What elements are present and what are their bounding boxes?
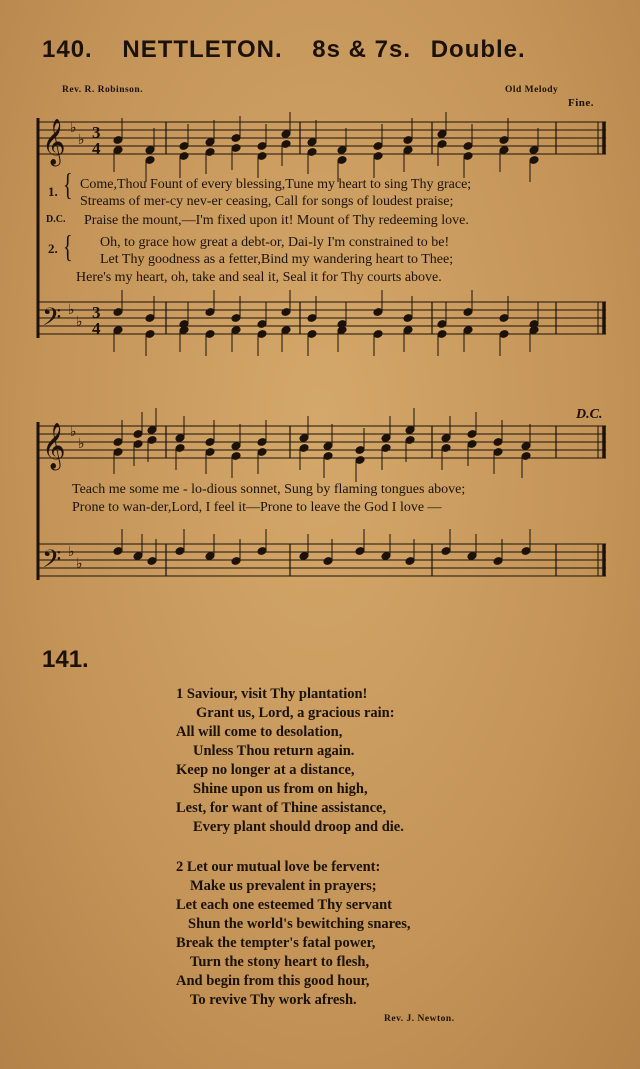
stanza-line: 1 Saviour, visit Thy plantation!: [176, 686, 368, 702]
flat-icon: ♭: [68, 544, 75, 560]
lyric-line: Praise the mount,—I'm fixed upon it! Mount of Thy redeeming love.: [84, 213, 469, 228]
verse-number-2: 2.: [48, 241, 58, 256]
brace-icon: {: [63, 230, 73, 266]
bass-clef-icon: 𝄢: [42, 545, 62, 580]
stanza-line: Grant us, Lord, a gracious rain:: [196, 705, 395, 721]
stanza-line: Let each one esteemed Thy servant: [176, 897, 392, 913]
verse-number-1: 1.: [48, 184, 58, 199]
stanza-line: Break the tempter's fatal power,: [176, 935, 376, 951]
flat-icon: ♭: [76, 556, 83, 572]
stanza-line: Lest, for want of Thine assistance,: [176, 800, 387, 816]
flat-icon: ♭: [70, 424, 77, 440]
time-sig-top: 3: [92, 123, 101, 142]
meter-type: Double.: [430, 36, 526, 63]
flat-icon: ♭: [76, 314, 83, 330]
meter: 8s & 7s.: [312, 36, 412, 63]
stanza-line: Unless Thou return again.: [193, 743, 355, 759]
stanza-line: To revive Thy work afresh.: [190, 992, 357, 1008]
flat-icon: ♭: [78, 436, 85, 452]
treble-clef-icon: 𝄞: [42, 119, 66, 165]
author-credit: Rev. J. Newton.: [384, 1014, 455, 1024]
time-sig-bottom: 4: [92, 139, 101, 158]
stanza-line: Every plant should droop and die.: [193, 819, 404, 835]
treble-clef-icon: 𝄞: [42, 423, 66, 469]
dc-mark: D.C.: [576, 407, 603, 422]
time-sig-bottom: 4: [92, 319, 101, 338]
flat-icon: ♭: [68, 302, 75, 318]
stanza-line: Make us prevalent in prayers;: [190, 878, 377, 894]
bass-staff-2: [38, 544, 606, 576]
stanza-line: And begin from this good hour,: [176, 973, 370, 989]
lyric-line: Teach me some me - lo-dious sonnet, Sung by flaming tongues above;: [72, 482, 466, 497]
flat-icon: ♭: [70, 120, 77, 136]
melody-credit: Old Melody: [505, 85, 559, 95]
lyric-line: Oh, to grace how great a debt-or, Dai-ly I'm constrained to be!: [100, 235, 450, 250]
treble-staff-1: [38, 122, 606, 154]
stanza-line: 2 Let our mutual love be fervent:: [176, 859, 381, 875]
stanza-line: Keep no longer at a distance,: [176, 762, 355, 778]
brace-icon: {: [63, 168, 73, 204]
lyric-line: Come,Thou Fount of every blessing,Tune my heart to sing Thy grace;: [80, 177, 472, 192]
hymn-number: 140.: [42, 36, 93, 63]
lyric-line: Let Thy goodness as a fetter,Bind my wandering heart to Thee;: [100, 252, 454, 267]
lyric-line: Here's my heart, oh, take and seal it, Seal it for Thy courts above.: [76, 270, 442, 285]
dc-label: D.C.: [46, 214, 66, 225]
treble-staff-2: [38, 426, 606, 458]
stanza-line: Turn the stony heart to flesh,: [190, 954, 370, 970]
author-credit: Rev. R. Robinson.: [62, 85, 144, 95]
stanza-line: Shun the world's bewitching snares,: [188, 916, 411, 932]
lyric-line: Streams of mer-cy nev-er ceasing, Call for songs of loudest praise;: [80, 194, 454, 209]
bass-staff-1: [38, 302, 606, 334]
time-sig-top: 3: [92, 303, 101, 322]
tune-name: NETTLETON.: [122, 36, 283, 63]
lyric-line: Prone to wan-der,Lord, I feel it—Prone to leave the God I love —: [72, 500, 442, 515]
bass-clef-icon: 𝄢: [42, 303, 62, 338]
fine-mark: Fine.: [568, 97, 595, 109]
stanza-line: All will come to desolation,: [176, 724, 343, 740]
stanza-line: Shine upon us from on high,: [193, 781, 368, 797]
flat-icon: ♭: [78, 132, 85, 148]
hymn-number: 141.: [42, 646, 89, 673]
